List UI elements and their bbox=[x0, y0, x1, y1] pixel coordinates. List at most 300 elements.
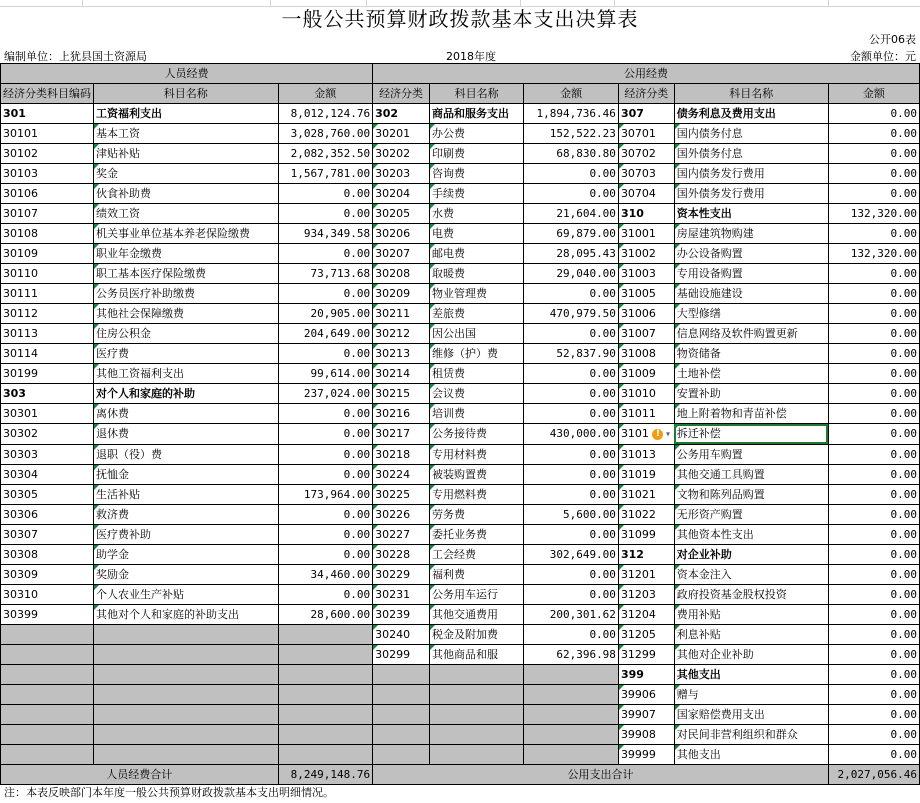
cell-code[interactable]: 30218 bbox=[373, 444, 430, 464]
cell-code[interactable]: 30203 bbox=[373, 164, 430, 184]
cell-name[interactable] bbox=[430, 704, 524, 724]
cell-amount[interactable]: 20,905.00 bbox=[278, 304, 373, 324]
cell-amount[interactable]: 0.00 bbox=[828, 704, 919, 724]
cell-name[interactable]: 水费 bbox=[430, 204, 524, 224]
cell-code[interactable]: 3101 ! ▾ bbox=[618, 424, 674, 445]
cell-name[interactable]: 医疗费 bbox=[94, 344, 279, 364]
cell-code[interactable]: 31003 bbox=[618, 264, 674, 284]
cell-amount[interactable]: 200,301.62 bbox=[524, 604, 619, 624]
cell-code[interactable]: 31010 bbox=[618, 384, 674, 404]
cell-code[interactable]: 30101 bbox=[1, 124, 94, 144]
cell-amount[interactable]: 1,894,736.46 bbox=[524, 104, 619, 124]
cell-amount[interactable]: 2,082,352.50 bbox=[278, 144, 373, 164]
chevron-down-icon[interactable]: ▾ bbox=[663, 429, 670, 439]
cell-name[interactable]: 公务用车运行 bbox=[430, 584, 524, 604]
cell-name[interactable]: 公务用车购置 bbox=[674, 444, 828, 464]
cell-amount[interactable]: 0.00 bbox=[828, 284, 919, 304]
cell-amount[interactable]: 0.00 bbox=[828, 544, 919, 564]
cell-amount[interactable]: 0.00 bbox=[828, 664, 919, 684]
cell-amount[interactable]: 3,028,760.00 bbox=[278, 124, 373, 144]
cell-name[interactable]: 国外债务付息 bbox=[674, 144, 828, 164]
cell-code[interactable]: 30208 bbox=[373, 264, 430, 284]
cell-amount[interactable]: 28,600.00 bbox=[278, 604, 373, 624]
cell-name[interactable]: 印刷费 bbox=[430, 144, 524, 164]
cell-amount[interactable]: 73,713.68 bbox=[278, 264, 373, 284]
cell-name[interactable]: 专用燃料费 bbox=[430, 484, 524, 504]
cell-name[interactable]: 大型修缮 bbox=[674, 304, 828, 324]
cell-amount[interactable]: 0.00 bbox=[828, 644, 919, 664]
cell-amount[interactable]: 0.00 bbox=[828, 604, 919, 624]
cell-amount[interactable]: 0.00 bbox=[828, 324, 919, 344]
cell-name[interactable]: 委托业务费 bbox=[430, 524, 524, 544]
cell-amount[interactable]: 34,460.00 bbox=[278, 564, 373, 584]
cell-code[interactable]: 30301 bbox=[1, 404, 94, 424]
cell-amount[interactable]: 0.00 bbox=[278, 284, 373, 304]
cell-amount[interactable]: 0.00 bbox=[828, 684, 919, 704]
cell-code[interactable]: 39999 bbox=[618, 744, 674, 764]
cell-amount[interactable]: 0.00 bbox=[828, 184, 919, 204]
warning-icon[interactable]: ! bbox=[652, 429, 663, 440]
cell-amount[interactable]: 0.00 bbox=[828, 164, 919, 184]
cell-name[interactable]: 专用材料费 bbox=[430, 444, 524, 464]
cell-code[interactable]: 39906 bbox=[618, 684, 674, 704]
cell-amount[interactable]: 99,614.00 bbox=[278, 364, 373, 384]
cell-code[interactable]: 30107 bbox=[1, 204, 94, 224]
cell-code[interactable]: 31008 bbox=[618, 344, 674, 364]
cell-code[interactable]: 30205 bbox=[373, 204, 430, 224]
cell-name[interactable]: 安置补助 bbox=[674, 384, 828, 404]
cell-code[interactable]: 302 bbox=[373, 104, 430, 124]
cell-code[interactable]: 30110 bbox=[1, 264, 94, 284]
cell-name[interactable]: 商品和服务支出 bbox=[430, 104, 524, 124]
cell-name[interactable]: 地上附着物和青苗补偿 bbox=[674, 404, 828, 424]
cell-amount[interactable]: 0.00 bbox=[828, 724, 919, 744]
cell-name[interactable]: 救济费 bbox=[94, 504, 279, 524]
cell-amount[interactable]: 0.00 bbox=[278, 444, 373, 464]
cell-code[interactable]: 30225 bbox=[373, 484, 430, 504]
cell-amount[interactable]: 68,830.80 bbox=[524, 144, 619, 164]
cell-code[interactable]: 30702 bbox=[618, 144, 674, 164]
cell-amount[interactable]: 52,837.90 bbox=[524, 344, 619, 364]
cell-code[interactable]: 303 bbox=[1, 384, 94, 404]
cell-name[interactable]: 办公费 bbox=[430, 124, 524, 144]
cell-name[interactable]: 费用补贴 bbox=[674, 604, 828, 624]
cell-name[interactable]: 其他对个人和家庭的补助支出 bbox=[94, 604, 279, 624]
cell-amount[interactable]: 0.00 bbox=[524, 524, 619, 544]
cell-amount[interactable]: 173,964.00 bbox=[278, 484, 373, 504]
cell-code[interactable]: 31013 bbox=[618, 444, 674, 464]
cell-code[interactable]: 312 bbox=[618, 544, 674, 564]
cell-code[interactable]: 30113 bbox=[1, 324, 94, 344]
cell-name[interactable]: 其他交通费用 bbox=[430, 604, 524, 624]
cell-name[interactable]: 差旅费 bbox=[430, 304, 524, 324]
cell-name[interactable]: 住房公积金 bbox=[94, 324, 279, 344]
cell-code[interactable]: 30703 bbox=[618, 164, 674, 184]
cell-code[interactable]: 30310 bbox=[1, 584, 94, 604]
cell-name[interactable]: 土地补偿 bbox=[674, 364, 828, 384]
cell-code[interactable]: 30212 bbox=[373, 324, 430, 344]
cell-amount[interactable]: 132,320.00 bbox=[828, 244, 919, 264]
cell-code[interactable]: 30704 bbox=[618, 184, 674, 204]
cell-amount[interactable]: 69,879.00 bbox=[524, 224, 619, 244]
cell-code[interactable]: 31006 bbox=[618, 304, 674, 324]
cell-code[interactable]: 31002 bbox=[618, 244, 674, 264]
cell-name[interactable] bbox=[94, 664, 279, 684]
cell-name[interactable]: 津贴补贴 bbox=[94, 144, 279, 164]
cell-amount[interactable]: 0.00 bbox=[828, 384, 919, 404]
cell-name[interactable]: 培训费 bbox=[430, 404, 524, 424]
personnel-total-value[interactable]: 8,249,148.76 bbox=[278, 764, 373, 784]
cell-amount[interactable]: 0.00 bbox=[278, 544, 373, 564]
cell-amount[interactable]: 0.00 bbox=[524, 384, 619, 404]
cell-code[interactable] bbox=[1, 724, 94, 744]
cell-code[interactable] bbox=[373, 684, 430, 704]
cell-code[interactable]: 30103 bbox=[1, 164, 94, 184]
cell-amount[interactable]: 0.00 bbox=[828, 344, 919, 364]
cell-amount[interactable]: 470,979.50 bbox=[524, 304, 619, 324]
cell-name[interactable]: 其他交通工具购置 bbox=[674, 464, 828, 484]
cell-name[interactable] bbox=[94, 624, 279, 644]
cell-amount[interactable]: 0.00 bbox=[524, 364, 619, 384]
cell-name[interactable] bbox=[94, 724, 279, 744]
cell-name[interactable]: 其他工资福利支出 bbox=[94, 364, 279, 384]
cell-name[interactable]: 其他资本性支出 bbox=[674, 524, 828, 544]
cell-amount[interactable] bbox=[524, 684, 619, 704]
cell-code[interactable]: 31019 bbox=[618, 464, 674, 484]
cell-name[interactable]: 生活补贴 bbox=[94, 484, 279, 504]
cell-name[interactable] bbox=[430, 664, 524, 684]
cell-name[interactable]: 其他对企业补助 bbox=[674, 644, 828, 664]
cell-code[interactable]: 30229 bbox=[373, 564, 430, 584]
cell-name[interactable]: 工会经费 bbox=[430, 544, 524, 564]
cell-amount[interactable] bbox=[278, 684, 373, 704]
cell-code[interactable]: 30228 bbox=[373, 544, 430, 564]
cell-name[interactable]: 对个人和家庭的补助 bbox=[94, 384, 279, 404]
cell-amount[interactable]: 0.00 bbox=[278, 424, 373, 445]
cell-name[interactable]: 邮电费 bbox=[430, 244, 524, 264]
cell-amount[interactable] bbox=[524, 724, 619, 744]
cell-code[interactable] bbox=[1, 644, 94, 664]
cell-code[interactable]: 30224 bbox=[373, 464, 430, 484]
cell-code[interactable]: 30108 bbox=[1, 224, 94, 244]
cell-name[interactable]: 奖励金 bbox=[94, 564, 279, 584]
cell-amount[interactable]: 0.00 bbox=[828, 504, 919, 524]
cell-code[interactable]: 30231 bbox=[373, 584, 430, 604]
cell-code[interactable]: 30701 bbox=[618, 124, 674, 144]
cell-name[interactable]: 福利费 bbox=[430, 564, 524, 584]
cell-amount[interactable]: 152,522.23 bbox=[524, 124, 619, 144]
cell-code[interactable]: 301 bbox=[1, 104, 94, 124]
cell-amount[interactable]: 0.00 bbox=[278, 344, 373, 364]
cell-amount[interactable]: 237,024.00 bbox=[278, 384, 373, 404]
cell-code[interactable] bbox=[373, 744, 430, 764]
cell-name[interactable]: 医疗费补助 bbox=[94, 524, 279, 544]
cell-name[interactable]: 职业年金缴费 bbox=[94, 244, 279, 264]
cell-name[interactable]: 抚恤金 bbox=[94, 464, 279, 484]
cell-name[interactable] bbox=[430, 744, 524, 764]
cell-code[interactable]: 30201 bbox=[373, 124, 430, 144]
cell-code[interactable]: 31201 bbox=[618, 564, 674, 584]
cell-name[interactable]: 税金及附加费 bbox=[430, 624, 524, 644]
cell-amount[interactable] bbox=[524, 664, 619, 684]
cell-amount[interactable] bbox=[524, 744, 619, 764]
cell-name[interactable]: 资本金注入 bbox=[674, 564, 828, 584]
cell-name[interactable]: 会议费 bbox=[430, 384, 524, 404]
cell-code[interactable]: 30309 bbox=[1, 564, 94, 584]
cell-name[interactable]: 国外债务发行费用 bbox=[674, 184, 828, 204]
cell-name[interactable]: 赠与 bbox=[674, 684, 828, 704]
cell-amount[interactable] bbox=[278, 644, 373, 664]
cell-code[interactable]: 30213 bbox=[373, 344, 430, 364]
cell-code[interactable]: 39907 bbox=[618, 704, 674, 724]
cell-name[interactable]: 机关事业单位基本养老保险缴费 bbox=[94, 224, 279, 244]
cell-name[interactable]: 房屋建筑物购建 bbox=[674, 224, 828, 244]
cell-name[interactable] bbox=[94, 704, 279, 724]
cell-amount[interactable]: 0.00 bbox=[828, 524, 919, 544]
cell-amount[interactable]: 0.00 bbox=[278, 464, 373, 484]
cell-name[interactable] bbox=[94, 644, 279, 664]
cell-name[interactable]: 公务员医疗补助缴费 bbox=[94, 284, 279, 304]
cell-amount[interactable]: 0.00 bbox=[524, 564, 619, 584]
cell-code[interactable]: 30199 bbox=[1, 364, 94, 384]
cell-name[interactable]: 物资储备 bbox=[674, 344, 828, 364]
cell-name[interactable] bbox=[94, 744, 279, 764]
cell-code[interactable]: 30303 bbox=[1, 444, 94, 464]
cell-code[interactable]: 30202 bbox=[373, 144, 430, 164]
cell-code[interactable]: 30399 bbox=[1, 604, 94, 624]
cell-amount[interactable]: 0.00 bbox=[828, 464, 919, 484]
cell-name[interactable]: 职工基本医疗保险缴费 bbox=[94, 264, 279, 284]
cell-code[interactable]: 30215 bbox=[373, 384, 430, 404]
cell-code[interactable] bbox=[1, 624, 94, 644]
cell-name[interactable]: 被装购置费 bbox=[430, 464, 524, 484]
cell-code[interactable]: 30109 bbox=[1, 244, 94, 264]
cell-name[interactable]: 其他社会保障缴费 bbox=[94, 304, 279, 324]
cell-name[interactable]: 信息网络及软件购置更新 bbox=[674, 324, 828, 344]
cell-amount[interactable]: 0.00 bbox=[828, 304, 919, 324]
cell-name[interactable]: 助学金 bbox=[94, 544, 279, 564]
cell-code[interactable]: 30302 bbox=[1, 424, 94, 445]
cell-name[interactable]: 债务利息及费用支出 bbox=[674, 104, 828, 124]
cell-amount[interactable]: 0.00 bbox=[524, 324, 619, 344]
cell-name[interactable]: 绩效工资 bbox=[94, 204, 279, 224]
cell-code[interactable]: 30216 bbox=[373, 404, 430, 424]
cell-amount[interactable]: 0.00 bbox=[524, 184, 619, 204]
cell-code[interactable]: 30304 bbox=[1, 464, 94, 484]
cell-name[interactable]: 对民间非营利组织和群众 bbox=[674, 724, 828, 744]
cell-code[interactable]: 31299 bbox=[618, 644, 674, 664]
cell-code[interactable]: 30305 bbox=[1, 484, 94, 504]
cell-name[interactable]: 其他商品和服 bbox=[430, 644, 524, 664]
cell-code[interactable]: 31204 bbox=[618, 604, 674, 624]
cell-code[interactable]: 31007 bbox=[618, 324, 674, 344]
cell-amount[interactable] bbox=[278, 724, 373, 744]
cell-code[interactable]: 30204 bbox=[373, 184, 430, 204]
public-total-value[interactable]: 2,027,056.46 bbox=[828, 764, 919, 784]
cell-code[interactable]: 30207 bbox=[373, 244, 430, 264]
cell-name[interactable] bbox=[430, 724, 524, 744]
cell-name[interactable]: 维修（护）费 bbox=[430, 344, 524, 364]
cell-amount[interactable]: 28,095.43 bbox=[524, 244, 619, 264]
cell-amount[interactable]: 0.00 bbox=[828, 584, 919, 604]
cell-name[interactable]: 咨询费 bbox=[430, 164, 524, 184]
cell-code[interactable]: 30211 bbox=[373, 304, 430, 324]
cell-code[interactable]: 31009 bbox=[618, 364, 674, 384]
cell-code[interactable] bbox=[1, 704, 94, 724]
cell-amount[interactable]: 0.00 bbox=[828, 104, 919, 124]
cell-amount[interactable]: 0.00 bbox=[278, 504, 373, 524]
cell-code[interactable]: 30111 bbox=[1, 284, 94, 304]
cell-amount[interactable] bbox=[278, 744, 373, 764]
cell-code[interactable]: 30214 bbox=[373, 364, 430, 384]
cell-amount[interactable]: 0.00 bbox=[828, 744, 919, 764]
cell-amount[interactable]: 0.00 bbox=[828, 444, 919, 464]
cell-amount[interactable]: 0.00 bbox=[828, 564, 919, 584]
cell-amount[interactable]: 0.00 bbox=[278, 204, 373, 224]
cell-name[interactable]: 取暖费 bbox=[430, 264, 524, 284]
cell-code[interactable]: 30299 bbox=[373, 644, 430, 664]
cell-name[interactable]: 奖金 bbox=[94, 164, 279, 184]
cell-name[interactable]: 因公出国 bbox=[430, 324, 524, 344]
cell-code[interactable]: 307 bbox=[618, 104, 674, 124]
cell-name[interactable]: 文物和陈列品购置 bbox=[674, 484, 828, 504]
cell-name[interactable]: 电费 bbox=[430, 224, 524, 244]
cell-name[interactable] bbox=[94, 684, 279, 704]
cell-code[interactable]: 31005 bbox=[618, 284, 674, 304]
cell-code[interactable]: 30102 bbox=[1, 144, 94, 164]
cell-name[interactable]: 政府投资基金股权投资 bbox=[674, 584, 828, 604]
cell-code[interactable]: 30227 bbox=[373, 524, 430, 544]
cell-code[interactable] bbox=[373, 704, 430, 724]
cell-amount[interactable] bbox=[278, 704, 373, 724]
cell-amount[interactable]: 0.00 bbox=[828, 144, 919, 164]
cell-code[interactable]: 30308 bbox=[1, 544, 94, 564]
cell-name[interactable]: 劳务费 bbox=[430, 504, 524, 524]
cell-code[interactable]: 30217 bbox=[373, 424, 430, 445]
cell-name[interactable]: 其他支出 bbox=[674, 744, 828, 764]
cell-amount[interactable]: 430,000.00 bbox=[524, 424, 619, 445]
cell-amount[interactable]: 0.00 bbox=[828, 404, 919, 424]
cell-code[interactable]: 31203 bbox=[618, 584, 674, 604]
cell-amount[interactable]: 21,604.00 bbox=[524, 204, 619, 224]
cell-name[interactable]: 国内债务发行费用 bbox=[674, 164, 828, 184]
cell-amount[interactable]: 0.00 bbox=[524, 464, 619, 484]
cell-code[interactable]: 30226 bbox=[373, 504, 430, 524]
cell-name[interactable] bbox=[430, 684, 524, 704]
cell-amount[interactable] bbox=[278, 664, 373, 684]
cell-name[interactable]: 无形资产购置 bbox=[674, 504, 828, 524]
cell-name[interactable]: 工资福利支出 bbox=[94, 104, 279, 124]
cell-name[interactable]: 专用设备购置 bbox=[674, 264, 828, 284]
cell-name[interactable]: 退休费 bbox=[94, 424, 279, 445]
cell-code[interactable]: 30106 bbox=[1, 184, 94, 204]
cell-code[interactable] bbox=[1, 744, 94, 764]
cell-amount[interactable]: 0.00 bbox=[828, 484, 919, 504]
cell-name[interactable]: 物业管理费 bbox=[430, 284, 524, 304]
cell-name[interactable]: 国家赔偿费用支出 bbox=[674, 704, 828, 724]
cell-name[interactable]: 资本性支出 bbox=[674, 204, 828, 224]
cell-code[interactable]: 31022 bbox=[618, 504, 674, 524]
cell-code[interactable]: 39908 bbox=[618, 724, 674, 744]
cell-code[interactable]: 30239 bbox=[373, 604, 430, 624]
cell-name[interactable]: 基本工资 bbox=[94, 124, 279, 144]
cell-amount[interactable]: 204,649.00 bbox=[278, 324, 373, 344]
cell-amount[interactable]: 62,396.98 bbox=[524, 644, 619, 664]
cell-amount[interactable]: 0.00 bbox=[278, 584, 373, 604]
cell-amount[interactable]: 0.00 bbox=[828, 264, 919, 284]
cell-name[interactable]: 租赁费 bbox=[430, 364, 524, 384]
cell-name[interactable]: 其他支出 bbox=[674, 664, 828, 684]
cell-name[interactable]: 手续费 bbox=[430, 184, 524, 204]
cell-code[interactable] bbox=[1, 684, 94, 704]
cell-amount[interactable]: 0.00 bbox=[524, 164, 619, 184]
cell-amount[interactable]: 0.00 bbox=[278, 524, 373, 544]
cell-amount[interactable]: 0.00 bbox=[278, 184, 373, 204]
cell-code[interactable] bbox=[373, 724, 430, 744]
cell-name[interactable]: 退职（役）费 bbox=[94, 444, 279, 464]
cell-amount[interactable]: 934,349.58 bbox=[278, 224, 373, 244]
cell-code[interactable]: 30112 bbox=[1, 304, 94, 324]
cell-code[interactable]: 31205 bbox=[618, 624, 674, 644]
cell-amount[interactable]: 0.00 bbox=[828, 224, 919, 244]
cell-amount[interactable]: 132,320.00 bbox=[828, 204, 919, 224]
cell-amount[interactable]: 0.00 bbox=[524, 284, 619, 304]
cell-code[interactable] bbox=[373, 664, 430, 684]
cell-code[interactable]: 31099 bbox=[618, 524, 674, 544]
cell-name[interactable]: 国内债务付息 bbox=[674, 124, 828, 144]
cell-amount[interactable]: 8,012,124.76 bbox=[278, 104, 373, 124]
cell-code[interactable]: 31001 bbox=[618, 224, 674, 244]
cell-amount[interactable]: 0.00 bbox=[828, 624, 919, 644]
cell-name[interactable]: 基础设施建设 bbox=[674, 284, 828, 304]
cell-amount[interactable] bbox=[278, 624, 373, 644]
cell-amount[interactable]: 0.00 bbox=[828, 124, 919, 144]
cell-amount[interactable]: 0.00 bbox=[524, 624, 619, 644]
cell-amount[interactable] bbox=[524, 704, 619, 724]
cell-code[interactable]: 31011 bbox=[618, 404, 674, 424]
cell-code[interactable] bbox=[1, 664, 94, 684]
cell-name[interactable]: 离休费 bbox=[94, 404, 279, 424]
cell-name[interactable]: 个人农业生产补贴 bbox=[94, 584, 279, 604]
cell-amount[interactable]: 5,600.00 bbox=[524, 504, 619, 524]
cell-amount[interactable]: 302,649.00 bbox=[524, 544, 619, 564]
cell-code[interactable]: 30206 bbox=[373, 224, 430, 244]
cell-code[interactable]: 31021 bbox=[618, 484, 674, 504]
cell-amount[interactable]: 0.00 bbox=[524, 444, 619, 464]
cell-amount[interactable]: 0.00 bbox=[524, 584, 619, 604]
cell-amount[interactable]: 0.00 bbox=[278, 404, 373, 424]
cell-name[interactable]: 利息补贴 bbox=[674, 624, 828, 644]
cell-code[interactable]: 399 bbox=[618, 664, 674, 684]
cell-amount[interactable]: 0.00 bbox=[524, 404, 619, 424]
cell-name[interactable]: 伙食补助费 bbox=[94, 184, 279, 204]
cell-amount[interactable]: 29,040.00 bbox=[524, 264, 619, 284]
cell-amount[interactable]: 0.00 bbox=[828, 364, 919, 384]
cell-code[interactable]: 310 bbox=[618, 204, 674, 224]
cell-amount[interactable]: 0.00 bbox=[278, 244, 373, 264]
cell-amount[interactable]: 0.00 bbox=[524, 484, 619, 504]
cell-code[interactable]: 30240 bbox=[373, 624, 430, 644]
cell-amount[interactable]: 0.00 bbox=[828, 424, 919, 445]
cell-name[interactable]: 公务接待费 bbox=[430, 424, 524, 445]
cell-code[interactable]: 30307 bbox=[1, 524, 94, 544]
selected-cell[interactable]: 拆迁补偿 bbox=[674, 424, 828, 445]
cell-name[interactable]: 对企业补助 bbox=[674, 544, 828, 564]
cell-name[interactable]: 办公设备购置 bbox=[674, 244, 828, 264]
cell-code[interactable]: 30114 bbox=[1, 344, 94, 364]
cell-code[interactable]: 30306 bbox=[1, 504, 94, 524]
cell-amount[interactable]: 1,567,781.00 bbox=[278, 164, 373, 184]
